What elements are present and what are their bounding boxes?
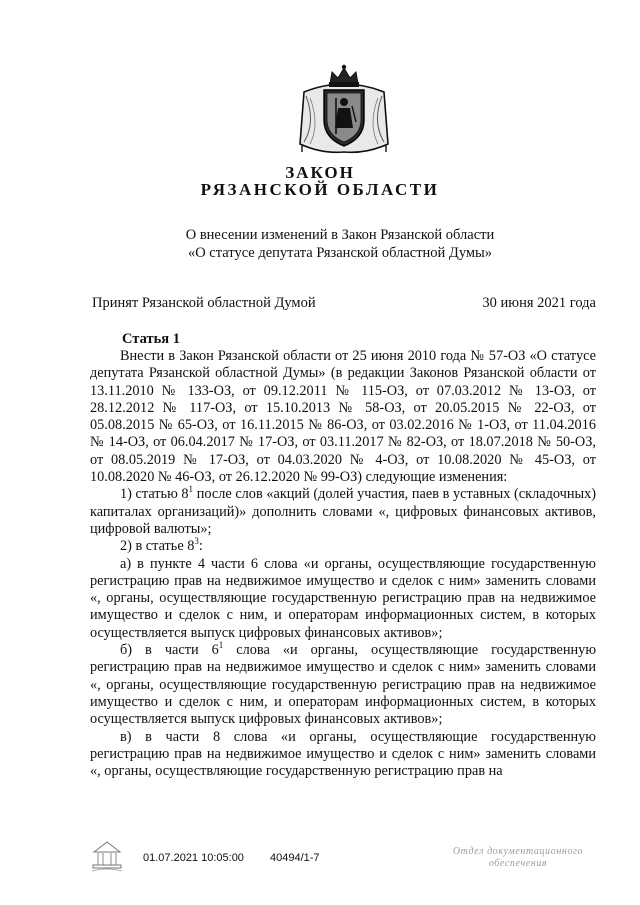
sub-item-b-sup: 1: [218, 640, 224, 651]
sub-item-c: в) в части 8 слова «и органы, осуществляющие государственную регистрацию прав на недвижимое имущество и сделок с ним» заменить словами «, органы, осуществляющие государственную регистрацию прав на: [90, 728, 596, 780]
sub-item-b-text-a: б) в части 6: [120, 642, 219, 659]
footer-doc-number: 40494/1-7: [270, 852, 320, 864]
subtitle-line2: «О статусе депутата Рязанской областной Думы»: [187, 245, 493, 261]
footer-timestamp: 01.07.2021 10:05:00: [143, 852, 244, 864]
sub-item-a: а) в пункте 4 части 6 слова «и органы, осуществляющие государственную регистрацию прав на недвижимое имущество и сделок с ним» заменить словами «, органы, осуществляющие государственную регистрацию прав на недвижимое имущество и сделок с ним, и операторам информационных систем, в которых осуществляется выпуск цифровых финансовых активов»;: [90, 555, 596, 641]
stamp-line1: Отдел документационного: [452, 846, 584, 857]
article-body: [90, 348, 596, 780]
sub-item-b: [90, 642, 596, 728]
adoption-text: Принят Рязанской областной Думой: [92, 295, 316, 311]
footer-stamp: [448, 846, 588, 870]
sub-item-b-text-b: слова «и органы, осуществляющие государственную регистрацию прав на недвижимое имущество и сделок с ним» заменить словами «, органы, осуществляющие государственную регистрацию прав на недвижимое имущество и сделок с ним, и операторам информационных систем, в которых осуществляется выпуск цифровых финансовых активов»;: [90, 642, 597, 728]
item-1-text-a: 1) статью 8: [120, 486, 189, 503]
article-heading: Статья 1: [122, 331, 180, 347]
item-1-sup: 1: [188, 484, 194, 495]
subtitle-line1: О внесении изменений в Закон Рязанской области: [185, 227, 495, 243]
item-1-text-b: после слов «акций (долей участия, паев в уставных (складочных) капиталах организаций)» дополнить словами «, цифровых финансовых активов, цифровой валюты»;: [90, 486, 596, 537]
law-subtitle: [100, 226, 580, 262]
item-2-text-b: :: [198, 538, 203, 555]
item-2: [90, 538, 596, 555]
duma-building-icon: [90, 838, 124, 874]
law-title-line2: РЯЗАНСКОЙ ОБЛАСТИ: [200, 180, 440, 199]
document-footer: [0, 838, 640, 898]
item-2-text-a: 2) в статье 8: [120, 538, 195, 555]
item-1: [90, 486, 596, 538]
law-title-line1: ЗАКОН: [285, 163, 355, 182]
item-2-sup: 3: [194, 536, 199, 547]
article-intro: Внести в Закон Рязанской области от 25 июня 2010 года № 57-ОЗ «О статусе депутата Рязанской областной Думы» (в редакции Законов Рязанской области от 13.11.2010 № 133-ОЗ, от 09.12.2011 № 115-ОЗ, от 07.03.2012 № 13-ОЗ, от 28.12.2012 № 117-ОЗ, от 15.10.2013 № 58-ОЗ, от 20.05.2015 № 22-ОЗ, от 05.08.2015 № 65-ОЗ, от 16.11.2015 № 86-ОЗ, от 03.02.2016 № 1-ОЗ, от 11.04.2016 № 14-ОЗ, от 06.04.2017 № 17-ОЗ, от 03.11.2017 № 82-ОЗ, от 18.07.2018 № 50-ОЗ, от 08.05.2019 № 17-ОЗ, от 04.03.2020 № 4-ОЗ, от 10.08.2020 № 45-ОЗ, от 10.08.2020 № 46-ОЗ, от 26.12.2020 № 99-ОЗ) следующие изменения:: [90, 348, 596, 486]
ryazan-coat-of-arms-icon: [296, 62, 392, 156]
stamp-line2: обеспечения: [488, 858, 548, 869]
adoption-date: 30 июня 2021 года: [482, 295, 596, 311]
